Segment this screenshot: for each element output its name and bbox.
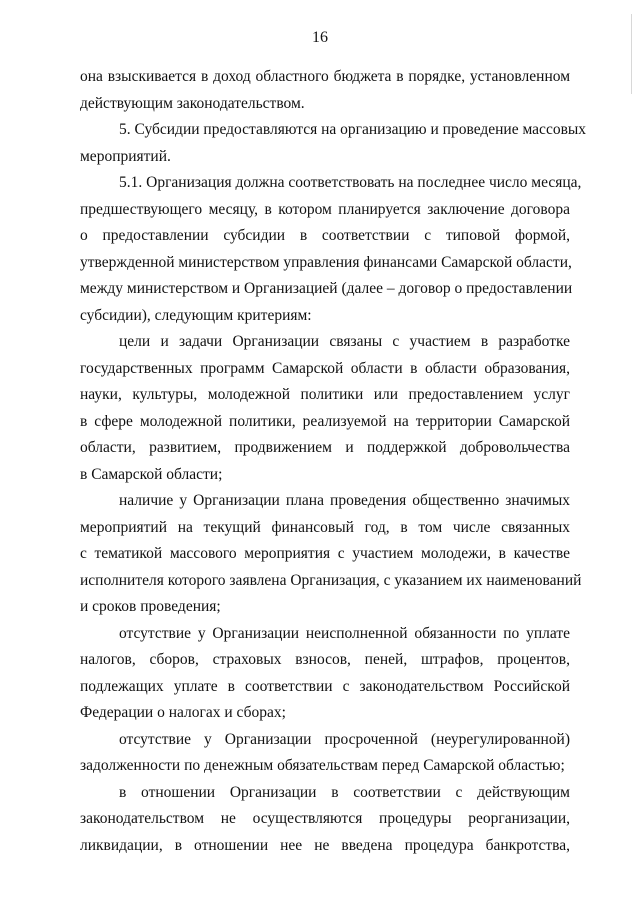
text-line: в Самарской области; bbox=[80, 465, 223, 483]
text-line: налогов, сборов, страховых взносов, пеней, штрафов, процентов, bbox=[80, 651, 570, 668]
text-line: подлежащих уплате в соответствии с законодательством Российской bbox=[80, 677, 570, 695]
text-line: исполнителя которого заявлена Организация, с указанием их наименований bbox=[80, 571, 582, 589]
text-line: ликвидации, в отношении нее не введена процедура банкротства, bbox=[80, 836, 570, 854]
text-line: Федерации о налогах и сборах; bbox=[80, 704, 286, 721]
text-line: в сфере молодежной политики, реализуемой на территории Самарской bbox=[80, 412, 570, 430]
text-line: науки, культуры, молодежной политики или предоставлением услуг bbox=[80, 386, 570, 403]
text-line: отсутствие у Организации неисполненной обязанности по уплате bbox=[119, 624, 570, 642]
text-line: мероприятий. bbox=[80, 147, 171, 165]
text-line: государственных программ Самарской области в области образования, bbox=[80, 359, 570, 377]
document-body bbox=[80, 64, 587, 859]
text-line: предшествующего месяцу, в котором планируется заключение договора bbox=[80, 200, 570, 218]
text-line: 5.1. Организация должна соответствовать на последнее число месяца, bbox=[119, 174, 582, 191]
text-line: субсидии), следующим критериям: bbox=[80, 306, 312, 324]
text-line: утвержденной министерством управления финансами Самарской области, bbox=[80, 253, 572, 271]
text-line: области, развитием, продвижением и поддержкой добровольчества bbox=[80, 439, 570, 456]
text-line: она взыскивается в доход областного бюджета в порядке, установленном bbox=[80, 68, 570, 85]
text-line: отсутствие у Организации просроченной (неурегулированной) bbox=[119, 730, 570, 748]
text-line: с тематикой массового мероприятия с участием молодежи, в качестве bbox=[80, 545, 570, 562]
text-line: 5. Субсидии предоставляются на организацию и проведение массовых bbox=[119, 121, 587, 138]
text-line: и сроков проведения; bbox=[80, 598, 221, 615]
text-line: о предоставлении субсидии в соответствии с типовой формой, bbox=[80, 227, 570, 244]
text-line: цели и задачи Организации связаны с участием в разработке bbox=[119, 333, 570, 350]
scan-edge-mark bbox=[631, 14, 632, 94]
text-line: в отношении Организации в соответствии с действующим bbox=[119, 783, 570, 801]
text-line: между министерством и Организацией (далее – договор о предоставлении bbox=[80, 280, 573, 297]
text-line: законодательством не осуществляются процедуры реорганизации, bbox=[80, 810, 570, 827]
text-line: мероприятий на текущий финансовый год, в том числе связанных bbox=[80, 518, 570, 536]
text-line: наличие у Организации плана проведения общественно значимых bbox=[119, 492, 570, 509]
page-number: 16 bbox=[312, 29, 328, 46]
text-line: действующим законодательством. bbox=[80, 94, 305, 112]
text-line: задолженности по денежным обязательствам перед Самарской областью; bbox=[80, 757, 565, 774]
